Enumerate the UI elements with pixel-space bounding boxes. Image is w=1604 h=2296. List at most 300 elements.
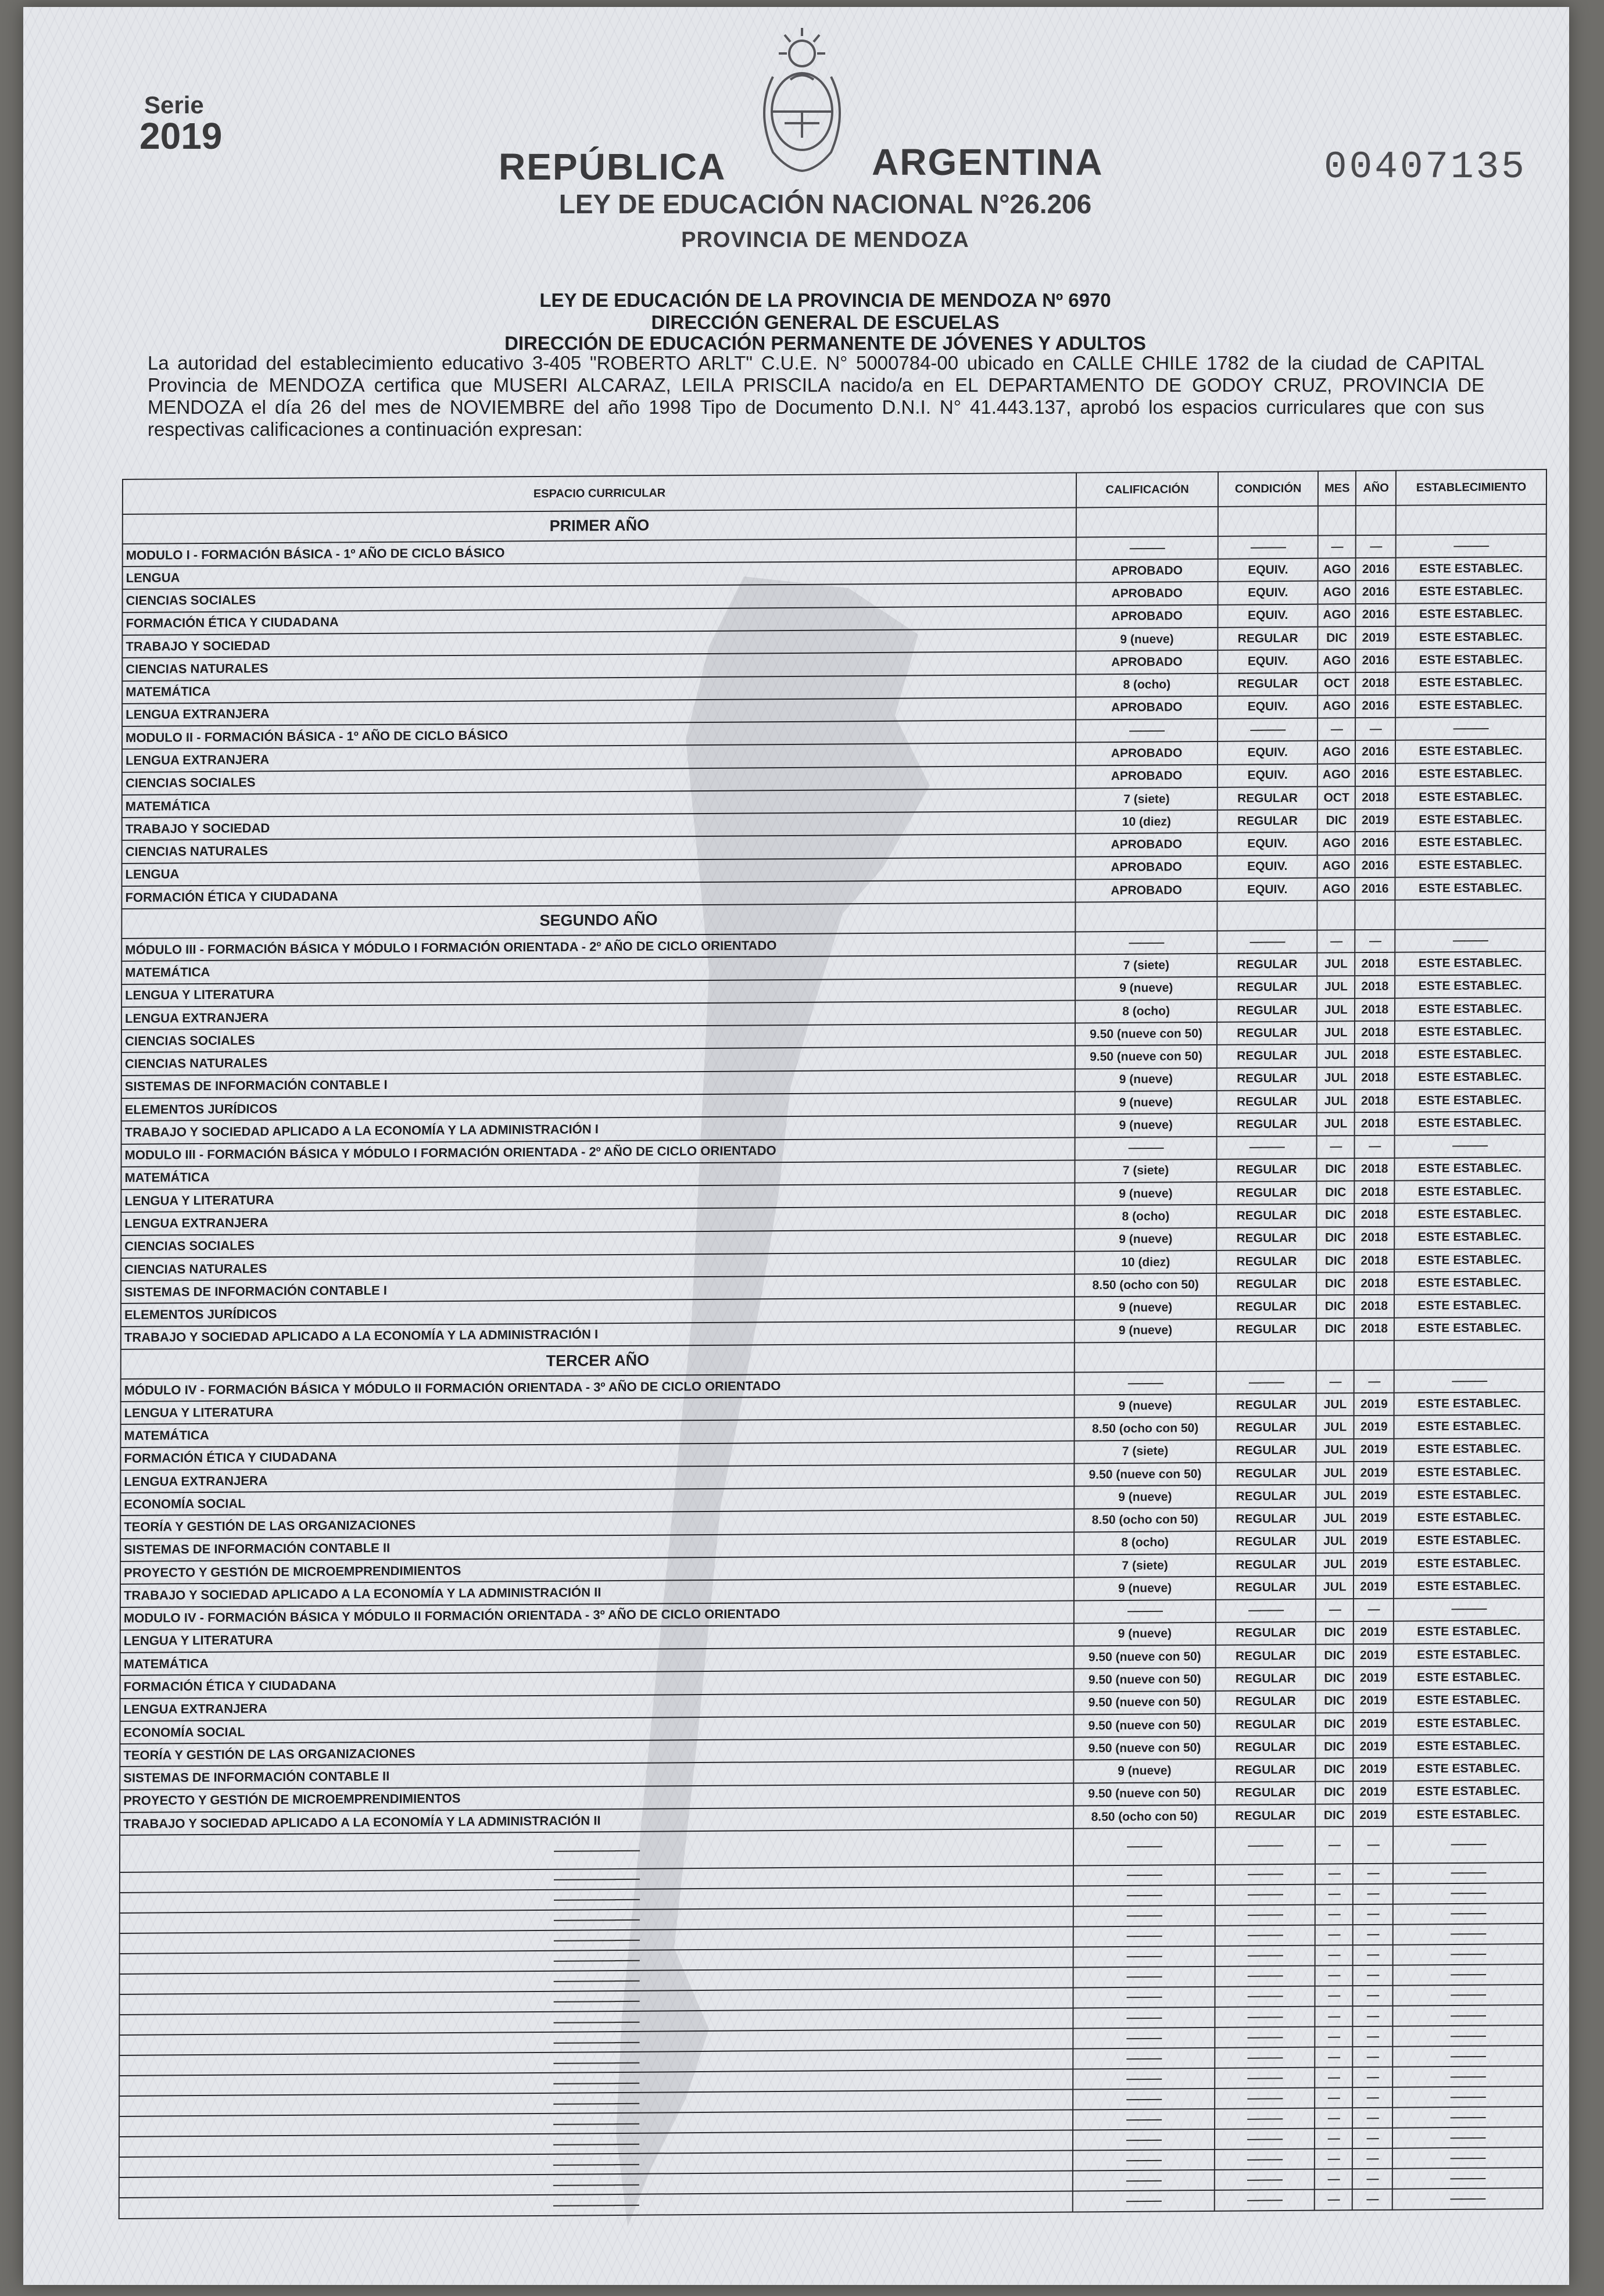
blank-grade: ——— [1073, 2048, 1215, 2069]
empty-cell [1316, 1341, 1354, 1370]
blank-year: — [1352, 2108, 1392, 2128]
grade-value: 9 (nueve) [1075, 977, 1217, 1001]
school-value: ESTE ESTABLEC. [1394, 1414, 1545, 1438]
subject-name: CIENCIAS NATURALES [121, 1251, 1075, 1281]
year-placeholder: — [1354, 1370, 1394, 1394]
condition-value: EQUIV. [1218, 741, 1318, 764]
school-value: ESTE ESTABLEC. [1395, 951, 1545, 975]
grade-value: 9 (nueve) [1075, 1394, 1216, 1418]
condition-value: REGULAR [1218, 787, 1318, 810]
subject-name: MATEMÁTICA [121, 955, 1075, 984]
blank-school: ——— [1393, 1985, 1544, 2006]
blank-condition: ——— [1215, 1925, 1316, 1946]
subject-name: ELEMENTOS JURÍDICOS [121, 1092, 1075, 1122]
year-value: 2019 [1353, 1804, 1393, 1827]
school-value: ESTE ESTABLEC. [1394, 1483, 1544, 1507]
blank-month: — [1315, 2128, 1352, 2148]
grade-placeholder: ——— [1076, 536, 1218, 560]
subject-name: CIENCIAS NATURALES [122, 834, 1076, 864]
blank-condition: ——— [1215, 1885, 1316, 1905]
blank-grade: ——— [1073, 2068, 1215, 2090]
grade-value: 7 (siete) [1076, 787, 1218, 811]
month-value: DIC [1317, 1181, 1355, 1204]
blank-month: — [1315, 2067, 1353, 2087]
column-header-school: ESTABLECIMIENTO [1396, 470, 1546, 506]
grade-value: APROBADO [1076, 764, 1218, 788]
empty-cell [1395, 899, 1545, 930]
blank-year: — [1353, 1884, 1393, 1904]
year-value: 2019 [1354, 1735, 1394, 1758]
school-value: ESTE ESTABLEC. [1393, 1757, 1544, 1781]
school-value: ESTE ESTABLEC. [1396, 557, 1546, 581]
subject-name: MATEMÁTICA [120, 1646, 1074, 1676]
month-placeholder: — [1317, 1136, 1355, 1159]
month-value: AGO [1318, 604, 1356, 627]
month-value: DIC [1316, 1758, 1354, 1782]
condition-value: EQUIV. [1217, 855, 1317, 878]
condition-value: REGULAR [1216, 1318, 1317, 1341]
blank-year: — [1352, 2148, 1392, 2169]
blank-condition: ——— [1215, 2169, 1315, 2190]
year-value: 2016 [1355, 877, 1395, 901]
grade-value: 7 (siete) [1074, 1554, 1216, 1578]
blank-subject: ——————— [119, 2008, 1073, 2035]
month-value: JUL [1317, 953, 1355, 976]
empty-cell [1217, 901, 1317, 931]
blank-month: — [1315, 2108, 1352, 2128]
subject-name: TRABAJO Y SOCIEDAD [122, 811, 1076, 841]
blank-grade: ——— [1073, 2170, 1215, 2191]
grade-value: 8.50 (ocho con 50) [1074, 1508, 1216, 1532]
subject-name: LENGUA EXTRANJERA [122, 743, 1076, 772]
blank-school: ——— [1392, 2066, 1543, 2087]
year-value: 2018 [1355, 1181, 1395, 1204]
school-placeholder: ——— [1395, 929, 1545, 952]
grade-value: APROBADO [1076, 833, 1218, 857]
grade-placeholder: ——— [1074, 1599, 1216, 1623]
month-value: AGO [1317, 877, 1355, 901]
year-value: 2018 [1354, 1272, 1394, 1295]
blank-subject: ——————— [120, 1906, 1073, 1933]
blank-condition: ——— [1215, 2149, 1315, 2170]
school-value: ESTE ESTABLEC. [1394, 1225, 1545, 1249]
grade-value: 9 (nueve) [1074, 1577, 1216, 1600]
year-section-label: SEGUNDO AÑO [121, 902, 1075, 939]
certificate-sheet [23, 7, 1569, 2285]
month-value: JUL [1316, 1416, 1354, 1439]
blank-school: ——— [1393, 1944, 1544, 1965]
subject-name: FORMACIÓN ÉTICA Y CIUDADANA [121, 879, 1075, 909]
blank-year: — [1353, 1864, 1393, 1884]
blank-school: ——— [1392, 2046, 1543, 2067]
school-value: ESTE ESTABLEC. [1394, 1317, 1545, 1341]
grade-value: 7 (siete) [1075, 1159, 1217, 1183]
condition-value: REGULAR [1216, 1439, 1316, 1462]
year-value: 2016 [1356, 581, 1396, 604]
month-value: DIC [1317, 1204, 1355, 1227]
month-value: DIC [1316, 1318, 1354, 1341]
blank-school: ——— [1392, 2086, 1543, 2108]
blank-month: — [1315, 1965, 1353, 1986]
subject-name: LENGUA EXTRANJERA [120, 1692, 1074, 1721]
month-placeholder: — [1316, 1370, 1354, 1394]
subject-name: MATEMÁTICA [121, 1160, 1075, 1190]
grade-value: 9 (nueve) [1074, 1485, 1216, 1509]
year-value: 2018 [1355, 1044, 1395, 1067]
month-value: JUL [1316, 1575, 1354, 1599]
month-value: DIC [1316, 1804, 1354, 1827]
year-value: 2018 [1355, 998, 1395, 1022]
condition-value: REGULAR [1215, 1713, 1316, 1736]
year-value: 2016 [1356, 558, 1396, 581]
school-value: ESTE ESTABLEC. [1395, 1043, 1545, 1066]
subject-name: ECONOMÍA SOCIAL [120, 1487, 1074, 1516]
grade-value: 9.50 (nueve con 50) [1074, 1645, 1216, 1669]
blank-year: — [1353, 1945, 1393, 1965]
blank-condition: ——— [1215, 2190, 1315, 2211]
blank-year: — [1353, 2006, 1393, 2026]
grade-value: 7 (siete) [1075, 1440, 1216, 1464]
subject-name: LENGUA EXTRANJERA [122, 697, 1076, 726]
blank-condition: ——— [1215, 2007, 1315, 2028]
year-section-label: PRIMER AÑO [123, 508, 1076, 544]
month-value: DIC [1316, 1272, 1354, 1295]
blank-subject: ——————— [120, 1886, 1073, 1912]
blank-subject: ——————— [119, 2110, 1073, 2137]
year-placeholder: — [1356, 535, 1396, 558]
blank-month: — [1315, 2189, 1352, 2210]
year-value: 2019 [1354, 1416, 1394, 1439]
subject-name: SISTEMAS DE INFORMACIÓN CONTABLE II [120, 1760, 1073, 1790]
condition-value: REGULAR [1217, 1090, 1317, 1113]
subject-name: PROYECTO Y GESTIÓN DE MICROEMPRENDIMIENTOS [120, 1783, 1073, 1813]
blank-school: ——— [1392, 2168, 1543, 2189]
blank-year: — [1353, 1826, 1393, 1864]
grade-value: 9 (nueve) [1075, 1319, 1216, 1343]
year-value: 2018 [1355, 1112, 1395, 1136]
subject-name: SISTEMAS DE INFORMACIÓN CONTABLE I [121, 1069, 1075, 1098]
condition-value: REGULAR [1216, 1250, 1317, 1273]
subject-name: SISTEMAS DE INFORMACIÓN CONTABLE I [121, 1274, 1075, 1304]
grade-value: 9.50 (nueve con 50) [1074, 1714, 1216, 1738]
adult-education-directorate: DIRECCIÓN DE EDUCACIÓN PERMANENTE DE JÓVENES Y ADULTOS [504, 332, 1146, 354]
condition-value: REGULAR [1216, 1394, 1317, 1417]
school-value: ESTE ESTABLEC. [1396, 603, 1546, 626]
blank-year: — [1352, 2128, 1392, 2148]
month-value: DIC [1317, 1249, 1355, 1273]
year-value: 2018 [1354, 1226, 1394, 1249]
condition-value: REGULAR [1217, 953, 1317, 976]
subject-name: LENGUA Y LITERATURA [121, 1183, 1075, 1213]
year-value: 2019 [1354, 1689, 1394, 1713]
school-value: ESTE ESTABLEC. [1394, 1688, 1544, 1712]
grade-value: APROBADO [1076, 559, 1218, 583]
blank-month: — [1315, 2026, 1353, 2047]
subject-name: TRABAJO Y SOCIEDAD APLICADO A LA ECONOMÍA Y LA ADMINISTRACIÓN II [120, 1806, 1073, 1835]
school-value: ESTE ESTABLEC. [1394, 1202, 1545, 1226]
blank-subject: ——————— [120, 1968, 1073, 1994]
blank-subject: ——————— [120, 1829, 1073, 1872]
blank-school: ——— [1392, 2025, 1543, 2047]
year-value: 2018 [1355, 1021, 1395, 1044]
year-value: 2019 [1354, 1553, 1394, 1576]
blank-month: — [1315, 2047, 1353, 2067]
blank-year: — [1353, 1965, 1393, 1986]
month-value: DIC [1316, 1713, 1354, 1736]
blank-subject: ——————— [119, 2090, 1073, 2116]
blank-condition: ——— [1215, 1905, 1316, 1926]
year-value: 2019 [1356, 626, 1396, 650]
condition-placeholder: ——— [1216, 1136, 1317, 1159]
year-section-label: TERCER AÑO [121, 1342, 1075, 1378]
school-value: ESTE ESTABLEC. [1395, 876, 1546, 900]
year-value: 2016 [1355, 832, 1395, 855]
condition-value: EQUIV. [1218, 604, 1318, 627]
column-header-year: AÑO [1356, 471, 1396, 506]
school-value: ESTE ESTABLEC. [1395, 1111, 1545, 1135]
blank-month: — [1315, 1904, 1353, 1925]
subject-name: LENGUA Y LITERATURA [121, 1395, 1075, 1425]
year-value: 2018 [1354, 1249, 1394, 1273]
grade-value: APROBADO [1076, 856, 1218, 880]
blank-subject: ——————— [119, 2130, 1073, 2157]
blank-school: ——— [1393, 1924, 1544, 1945]
year-value: 2018 [1355, 1158, 1395, 1181]
year-value: 2016 [1355, 649, 1395, 672]
condition-value: REGULAR [1216, 1576, 1316, 1599]
empty-cell [1076, 901, 1218, 932]
argentina-word: ARGENTINA [872, 141, 1104, 183]
subject-name: LENGUA [123, 560, 1076, 590]
subject-name: CIENCIAS SOCIALES [122, 765, 1076, 795]
grade-placeholder: ——— [1076, 719, 1218, 743]
subject-name: TEORÍA Y GESTIÓN DE LAS ORGANIZACIONES [120, 1509, 1074, 1539]
empty-cell [1354, 1341, 1394, 1370]
month-value: JUL [1317, 1021, 1355, 1044]
coat-of-arms-icon [750, 24, 854, 175]
grade-value: 9.50 (nueve con 50) [1074, 1690, 1216, 1714]
grade-placeholder: ——— [1075, 1136, 1217, 1160]
condition-value: REGULAR [1216, 1416, 1316, 1439]
blank-condition: ——— [1215, 2108, 1315, 2129]
empty-cell [1317, 900, 1355, 930]
blank-grade: ——— [1073, 1865, 1215, 1886]
school-value: ESTE ESTABLEC. [1395, 830, 1546, 854]
condition-value: REGULAR [1217, 1067, 1317, 1090]
month-placeholder: — [1316, 1599, 1354, 1622]
grade-value: APROBADO [1076, 582, 1218, 606]
condition-value: REGULAR [1215, 1781, 1316, 1804]
condition-value: REGULAR [1218, 809, 1318, 833]
year-value: 2018 [1355, 975, 1395, 998]
condition-value: EQUIV. [1218, 581, 1318, 604]
grade-value: 8 (ocho) [1074, 1531, 1216, 1555]
grade-placeholder: ——— [1075, 931, 1217, 955]
condition-value: REGULAR [1216, 1553, 1316, 1577]
subject-name: LENGUA [122, 857, 1076, 886]
module-label: MÓDULO IV - FORMACIÓN BÁSICA Y MÓDULO II FORMACIÓN ORIENTADA - 3º AÑO DE CICLO ORIENTADO [121, 1372, 1075, 1402]
grade-value: APROBADO [1076, 605, 1218, 629]
condition-value: REGULAR [1216, 1462, 1316, 1485]
blank-year: — [1353, 1986, 1393, 2006]
grade-value: APROBADO [1076, 742, 1218, 765]
subject-name: FORMACIÓN ÉTICA Y CIUDADANA [120, 1669, 1074, 1699]
school-value: ESTE ESTABLEC. [1394, 1392, 1545, 1416]
blank-subject: ——————— [119, 1988, 1073, 2015]
condition-placeholder: ——— [1216, 1599, 1316, 1622]
empty-cell [1396, 504, 1546, 535]
school-value: ESTE ESTABLEC. [1395, 1157, 1545, 1181]
subject-name: TRABAJO Y SOCIEDAD APLICADO A LA ECONOMÍA Y LA ADMINISTRACIÓN II [120, 1578, 1074, 1607]
year-value: 2019 [1354, 1713, 1394, 1736]
blank-grade: ——— [1073, 1946, 1215, 1968]
school-value: ESTE ESTABLEC. [1394, 1711, 1544, 1735]
school-value: ESTE ESTABLEC. [1394, 1643, 1544, 1667]
subject-name: ELEMENTOS JURÍDICOS [121, 1297, 1075, 1327]
empty-cell [1318, 506, 1356, 535]
school-value: ESTE ESTABLEC. [1394, 1552, 1544, 1575]
condition-value: REGULAR [1216, 1295, 1317, 1319]
school-value: ESTE ESTABLEC. [1395, 785, 1546, 809]
subject-name: TRABAJO Y SOCIEDAD [122, 629, 1076, 658]
condition-placeholder: ——— [1217, 930, 1317, 954]
subject-name: MATEMÁTICA [121, 1418, 1075, 1448]
school-placeholder: ——— [1394, 1597, 1544, 1621]
empty-cell [1394, 1339, 1545, 1370]
blank-condition: ——— [1215, 2129, 1315, 2150]
grade-value: 9.50 (nueve con 50) [1075, 1022, 1217, 1046]
blank-grade: ——— [1073, 1967, 1215, 1988]
school-placeholder: ——— [1396, 534, 1546, 558]
blank-grade: ——— [1073, 2150, 1215, 2171]
grade-value: 8.50 (ocho con 50) [1073, 1805, 1215, 1829]
column-header-grade: CALIFICACIÓN [1076, 472, 1218, 508]
month-value: AGO [1317, 741, 1355, 764]
blank-year: — [1352, 2067, 1392, 2087]
subject-name: SISTEMAS DE INFORMACIÓN CONTABLE II [120, 1532, 1074, 1561]
month-value: DIC [1316, 1644, 1354, 1667]
condition-value: REGULAR [1216, 1621, 1316, 1645]
blank-school: ——— [1393, 1883, 1544, 1904]
blank-subject: ——————— [119, 2151, 1073, 2177]
subject-name: TRABAJO Y SOCIEDAD APLICADO A LA ECONOMÍA Y LA ADMINISTRACIÓN I [121, 1115, 1075, 1144]
condition-value: REGULAR [1216, 1181, 1317, 1205]
blank-condition: ——— [1215, 2047, 1315, 2068]
blank-school: ——— [1392, 2127, 1543, 2148]
blank-month: — [1315, 1945, 1353, 1965]
school-value: ESTE ESTABLEC. [1394, 1460, 1545, 1484]
grade-value: 9 (nueve) [1076, 628, 1218, 651]
condition-value: EQUIV. [1218, 764, 1318, 787]
grade-value: 8.50 (ocho con 50) [1075, 1273, 1216, 1297]
month-value: DIC [1316, 1621, 1354, 1645]
condition-value: EQUIV. [1217, 878, 1317, 901]
month-value: JUL [1316, 1507, 1354, 1531]
blank-grade: ——— [1073, 1828, 1215, 1865]
blank-grade: ——— [1073, 1926, 1215, 1947]
subject-name: LENGUA Y LITERATURA [121, 977, 1075, 1007]
certification-paragraph: La autoridad del establecimiento educativo 3-405 "ROBERTO ARLT" C.U.E. N° 5000784-00 ubicado en CALLE CHILE 1782 de la ciudad de CAPITAL Provincia de MENDOZA certifica que MUSERI ALCARAZ, LEILA PRISCILA nacido/a en EL DEPARTAMENTO DE GODOY CRUZ, PROVINCIA DE MENDOZA el día 26 del mes de NOVIEMBRE del año 1998 Tipo de Documento D.N.I. N° 41.443.137, aprobó los espacios curriculares que con sus respectivas calificaciones a continuación expresan: [148, 352, 1484, 440]
subject-name: CIENCIAS SOCIALES [121, 1228, 1075, 1258]
school-placeholder: ——— [1395, 717, 1546, 740]
condition-value: REGULAR [1216, 1507, 1316, 1531]
blank-school: ——— [1393, 1903, 1544, 1925]
month-value: AGO [1318, 649, 1356, 672]
subject-name: CIENCIAS SOCIALES [121, 1023, 1075, 1053]
blank-month: — [1315, 1986, 1353, 2006]
month-placeholder: — [1318, 535, 1356, 558]
blank-condition: ——— [1215, 1986, 1315, 2007]
year-value: 2019 [1354, 1667, 1394, 1690]
year-value: 2019 [1354, 1462, 1394, 1485]
blank-subject: ——————— [119, 2191, 1073, 2219]
school-value: ESTE ESTABLEC. [1395, 648, 1546, 672]
school-value: ESTE ESTABLEC. [1395, 1066, 1545, 1090]
year-value: 2019 [1353, 1781, 1393, 1804]
grade-value: 7 (siete) [1075, 954, 1217, 977]
month-value: DIC [1316, 1690, 1354, 1713]
series-year: 2019 [139, 115, 223, 157]
grade-value: 9.50 (nueve con 50) [1074, 1668, 1216, 1692]
blank-year: — [1352, 2189, 1392, 2210]
condition-value: EQUIV. [1218, 650, 1318, 673]
column-header-condition: CONDICIÓN [1218, 471, 1319, 507]
grade-value: APROBADO [1076, 696, 1218, 720]
blank-month: — [1315, 2169, 1352, 2189]
condition-value: REGULAR [1217, 976, 1317, 999]
empty-cell [1075, 1342, 1216, 1373]
grade-value: 8 (ocho) [1075, 1000, 1217, 1023]
month-value: JUL [1317, 976, 1355, 999]
grade-value: 9 (nueve) [1075, 1113, 1217, 1137]
year-value: 2016 [1355, 854, 1395, 877]
month-value: AGO [1318, 581, 1356, 604]
condition-value: REGULAR [1217, 999, 1317, 1022]
month-value: JUL [1316, 1462, 1354, 1485]
month-value: AGO [1317, 764, 1355, 787]
national-law: LEY DE EDUCACIÓN NACIONAL N°26.206 [558, 189, 1092, 219]
school-value: ESTE ESTABLEC. [1395, 671, 1546, 694]
module-label: MÓDULO III - FORMACIÓN BÁSICA Y MÓDULO I FORMACIÓN ORIENTADA - 2º AÑO DE CICLO ORIENTADO [121, 932, 1075, 962]
blank-month: — [1315, 1864, 1353, 1884]
subject-name: FORMACIÓN ÉTICA Y CIUDADANA [122, 606, 1076, 635]
condition-value: REGULAR [1216, 1485, 1316, 1508]
condition-value: REGULAR [1215, 1736, 1316, 1759]
year-value: 2018 [1354, 1295, 1394, 1318]
blank-school: ——— [1393, 1825, 1544, 1863]
year-value: 2018 [1354, 1317, 1394, 1341]
school-value: ESTE ESTABLEC. [1394, 1665, 1544, 1689]
blank-grade: ——— [1073, 2129, 1215, 2151]
month-value: DIC [1318, 626, 1356, 650]
blank-subject: ——————— [120, 1926, 1073, 1953]
blank-condition: ——— [1215, 1827, 1316, 1865]
subject-name: LENGUA Y LITERATURA [120, 1623, 1074, 1653]
republica-word: REPÚBLICA [499, 146, 726, 188]
module-label: MODULO II - FORMACIÓN BÁSICA - 1º AÑO DE CICLO BÁSICO [122, 720, 1076, 750]
empty-cell [1218, 506, 1319, 536]
year-value: 2019 [1354, 1507, 1394, 1530]
grade-value: 9.50 (nueve con 50) [1074, 1736, 1216, 1760]
blank-grade: ——— [1073, 1987, 1215, 2008]
blank-grade: ——— [1073, 2089, 1215, 2110]
blank-month: — [1315, 1826, 1353, 1864]
year-placeholder: — [1355, 718, 1395, 741]
blank-condition: ——— [1215, 2027, 1315, 2048]
school-value: ESTE ESTABLEC. [1393, 1803, 1544, 1826]
blank-year: — [1352, 2026, 1392, 2047]
school-value: ESTE ESTABLEC. [1394, 1574, 1544, 1598]
